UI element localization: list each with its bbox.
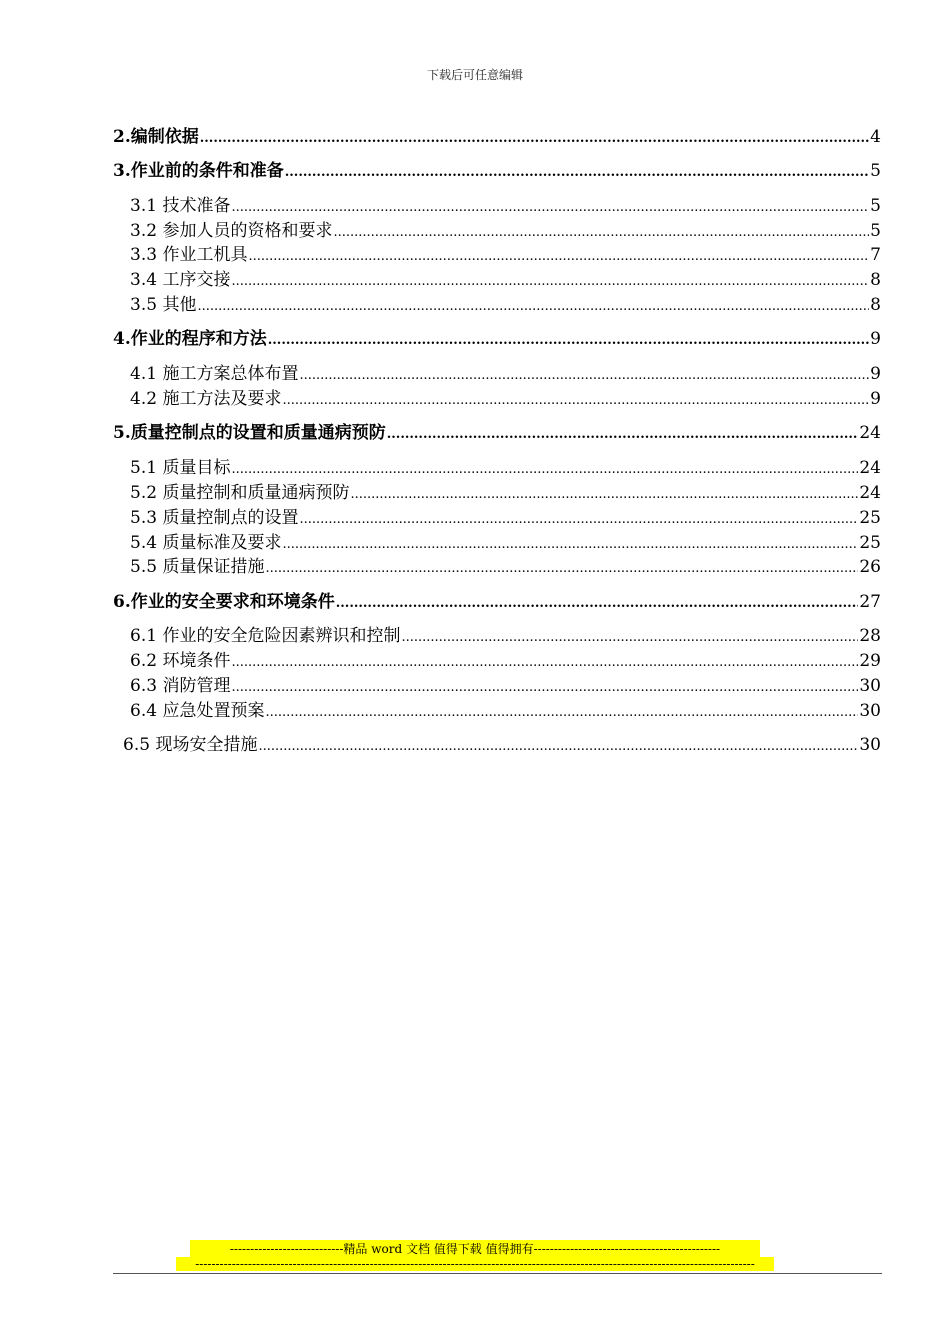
toc-entry-label: 4.作业的程序和方法: [113, 329, 267, 349]
toc-entry-label: 5.3 质量控制点的设置: [130, 508, 299, 528]
toc-entry-label: 6.作业的安全要求和环境条件: [113, 592, 335, 612]
toc-entry-label: 6.4 应急处置预案: [130, 701, 265, 721]
toc-entry-page: 28: [859, 626, 881, 646]
toc-entry-page: 30: [859, 676, 881, 696]
toc-entry[interactable]: [123, 733, 881, 757]
toc-entry[interactable]: [130, 387, 881, 411]
toc-entry[interactable]: [130, 649, 881, 673]
toc-leader-dots: [258, 735, 858, 757]
toc-entry-page: 30: [859, 701, 881, 721]
toc-entry-label: 5.质量控制点的设置和质量通病预防: [113, 423, 386, 443]
toc-entry-label: 2.编制依据: [113, 127, 199, 147]
toc-leader-dots: [200, 127, 869, 149]
toc-entry-page: 5: [870, 221, 881, 241]
footer-rule: [113, 1273, 882, 1274]
toc-entry-label: 3.作业前的条件和准备: [113, 161, 284, 181]
toc-entry-label: 3.4 工序交接: [130, 270, 231, 290]
toc-entry-label: 3.2 参加人员的资格和要求: [130, 221, 333, 241]
toc-entry-page: 27: [859, 592, 881, 612]
toc-leader-dots: [197, 295, 869, 317]
footer-promo-line-2: [0, 1257, 950, 1274]
toc-leader-dots: [299, 364, 869, 386]
toc-entry-page: 26: [859, 557, 881, 577]
toc-entry-page: 25: [859, 533, 881, 553]
toc-entry-page: 24: [859, 423, 881, 443]
toc-entry[interactable]: [130, 362, 881, 386]
toc-entry[interactable]: [130, 293, 881, 317]
toc-entry-label: 4.1 施工方案总体布置: [130, 364, 299, 384]
toc-entry[interactable]: [130, 555, 881, 579]
toc-entry-page: 29: [859, 651, 881, 671]
toc-entry-page: 9: [870, 389, 881, 409]
toc-leader-dots: [282, 389, 869, 411]
toc-leader-dots: [265, 557, 858, 579]
toc-entry-page: 25: [859, 508, 881, 528]
toc-entry-page: 5: [870, 161, 881, 181]
toc-entry[interactable]: [130, 506, 881, 530]
toc-leader-dots: [265, 701, 858, 723]
toc-entry[interactable]: [130, 219, 881, 243]
toc-entry-label: 4.2 施工方法及要求: [130, 389, 282, 409]
toc-entry[interactable]: [130, 456, 881, 480]
toc-entry-page: 8: [870, 270, 881, 290]
toc-entry[interactable]: [130, 243, 881, 267]
toc-entry-label: 5.4 质量标准及要求: [130, 533, 282, 553]
toc-entry[interactable]: [130, 699, 881, 723]
toc-entry[interactable]: [113, 421, 881, 445]
toc-entry-label: 3.3 作业工机具: [130, 245, 248, 265]
toc-entry[interactable]: [130, 624, 881, 648]
page-header: 下载后可任意编辑: [426, 68, 523, 82]
toc-entry-label: 3.5 其他: [130, 295, 197, 315]
toc-entry-page: 5: [870, 196, 881, 216]
toc-entry-label: 6.2 环境条件: [130, 651, 231, 671]
toc-entry[interactable]: [130, 268, 881, 292]
toc-entry-label: 5.2 质量控制和质量通病预防: [130, 483, 350, 503]
toc-entry-page: 9: [870, 364, 881, 384]
toc-leader-dots: [248, 245, 869, 267]
toc-leader-dots: [336, 592, 859, 614]
toc-entry-label: 6.1 作业的安全危险因素辨识和控制: [130, 626, 401, 646]
toc-entry-page: 4: [870, 127, 881, 147]
toc-entry-label: 5.1 质量目标: [130, 458, 231, 478]
toc-leader-dots: [285, 161, 869, 183]
toc-entry[interactable]: [130, 194, 881, 218]
toc-entry-page: 24: [859, 458, 881, 478]
toc-entry-page: 30: [859, 735, 881, 755]
footer-promo-text: ----------------------------精品 word 文档 值得下载 值得拥有----------------------------------------------: [190, 1240, 760, 1257]
toc-entry[interactable]: [113, 125, 881, 149]
toc-entry[interactable]: [130, 531, 881, 555]
toc-leader-dots: [268, 329, 869, 351]
toc-entry-page: 8: [870, 295, 881, 315]
toc-entry[interactable]: [113, 590, 881, 614]
toc-leader-dots: [231, 196, 869, 218]
toc-entry-label: 6.5 现场安全措施: [123, 735, 258, 755]
toc-entry-label: 6.3 消防管理: [130, 676, 231, 696]
toc-entry[interactable]: [130, 674, 881, 698]
toc-leader-dots: [299, 508, 858, 530]
toc-entry[interactable]: [113, 159, 881, 183]
toc-entry-label: 3.1 技术准备: [130, 196, 231, 216]
toc-leader-dots: [387, 423, 859, 445]
toc-entry-label: 5.5 质量保证措施: [130, 557, 265, 577]
toc-leader-dots: [350, 483, 858, 505]
toc-entry[interactable]: [113, 327, 881, 351]
toc-entry-page: 9: [870, 329, 881, 349]
toc-leader-dots: [333, 221, 869, 243]
toc-leader-dots: [231, 458, 858, 480]
toc-entry-page: 7: [870, 245, 881, 265]
toc-leader-dots: [282, 533, 858, 555]
toc-leader-dots: [231, 270, 869, 292]
footer-dash-line: ------------------------------------------------------------------------------------------------------------------------------------------: [176, 1257, 774, 1271]
toc-entry[interactable]: [130, 481, 881, 505]
toc-leader-dots: [231, 651, 858, 673]
toc-leader-dots: [231, 676, 858, 698]
toc-entry-page: 24: [859, 483, 881, 503]
toc-leader-dots: [401, 626, 858, 648]
